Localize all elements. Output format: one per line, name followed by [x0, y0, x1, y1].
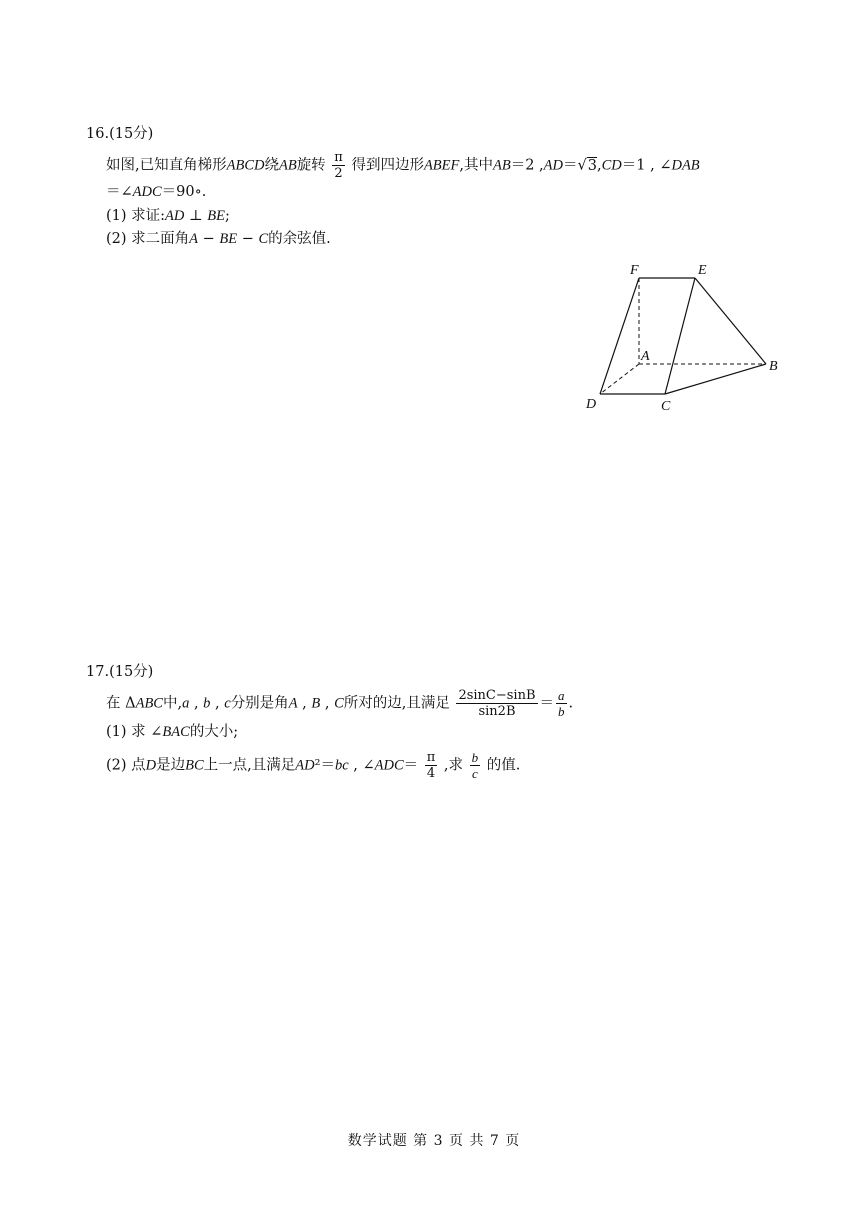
math-var: AD: [543, 157, 564, 174]
math-var: CD: [601, 157, 622, 174]
text: 分别是角: [230, 695, 289, 712]
math-var: a: [182, 695, 190, 712]
math-var: BC: [185, 757, 204, 774]
math-var: A: [288, 695, 298, 712]
text: (1) 求 ∠: [106, 724, 163, 740]
math-var: ABCD: [226, 157, 265, 174]
text: .: [568, 695, 574, 712]
text: ＝1 , ∠: [621, 157, 672, 174]
text: ;: [224, 208, 230, 224]
math-var: B: [311, 695, 321, 712]
text: , ∠: [348, 757, 375, 774]
math-var: BE: [219, 231, 238, 247]
problem-number: 17.: [86, 664, 110, 680]
edge-AD-hidden: [600, 364, 639, 394]
text: −: [237, 231, 259, 247]
math-var: BAC: [162, 724, 190, 740]
fraction-denominator: 4: [426, 766, 436, 781]
math-var: ADC: [374, 757, 404, 774]
text: (1) 求证:: [106, 208, 166, 224]
text: ²＝: [314, 757, 335, 774]
problem-16-part1: [106, 206, 230, 226]
text: 在 Δ: [106, 695, 136, 712]
fraction-denominator: c: [471, 766, 478, 781]
edge-CB: [665, 364, 766, 394]
text: (2) 求二面角: [106, 231, 190, 247]
problem-17-part2: [106, 750, 520, 781]
fraction-sin-ratio: [456, 688, 537, 719]
fraction-denominator: 2: [334, 166, 343, 181]
text: ＝: [563, 157, 578, 174]
fraction-numerator: π: [334, 150, 343, 165]
text: ,其中: [459, 157, 493, 174]
problem-17-header: [86, 662, 153, 682]
math-var: b: [203, 695, 211, 712]
problem-16-header: [86, 124, 153, 144]
text: 旋转: [296, 157, 326, 174]
text: (2) 点: [106, 757, 146, 774]
fraction-numerator: 2sinC−sinB: [458, 688, 536, 703]
math-var: AB: [278, 157, 297, 174]
label-A: A: [641, 349, 650, 364]
problem-16-part2: [106, 229, 331, 249]
fraction-numerator: a: [558, 688, 565, 703]
text: 上一点,且满足: [203, 757, 296, 774]
math-var: C: [258, 231, 269, 247]
label-F: F: [630, 263, 639, 278]
edge-FD: [600, 278, 639, 394]
text: ＝90∘.: [161, 184, 207, 200]
sqrt-symbol: √: [577, 157, 587, 174]
text: 得到四边形: [351, 157, 424, 174]
text: 的值.: [482, 757, 521, 774]
text: −: [198, 231, 220, 247]
text: 中,: [162, 695, 183, 712]
fraction-numerator: π: [426, 750, 436, 765]
math-var: ADC: [132, 184, 162, 200]
math-var: D: [145, 757, 157, 774]
text: ＝∠: [106, 184, 133, 200]
fraction-pi-over-4: [425, 750, 438, 781]
text: ,: [320, 695, 335, 712]
problem-16-statement-line2: [106, 182, 206, 202]
fraction-denominator: sin2B: [478, 704, 516, 719]
math-var: bc: [334, 757, 349, 774]
fraction-numerator: b: [471, 750, 479, 765]
text: ,: [597, 157, 602, 174]
problem-16-statement-line1: [106, 150, 700, 181]
geometry-figure: [580, 258, 790, 418]
text: ,: [189, 695, 204, 712]
text: 所对的边,且满足: [343, 695, 450, 712]
math-var: BE: [207, 208, 225, 224]
sqrt-radicand: 3: [587, 157, 597, 174]
text: ＝2 ,: [510, 157, 544, 174]
math-var: C: [334, 695, 344, 712]
fraction-pi-over-2: [332, 150, 345, 181]
edge-EB: [695, 278, 766, 364]
problem-score: (15分): [109, 126, 154, 142]
math-var: AD: [165, 208, 185, 224]
math-var: ABEF: [423, 157, 460, 174]
text: ＝: [539, 695, 555, 712]
math-var: A: [189, 231, 199, 247]
fraction-a-over-b: [556, 688, 567, 719]
edge-EC: [665, 278, 695, 394]
problem-17-statement: [106, 688, 573, 719]
label-C: C: [661, 399, 671, 414]
math-var: AD: [295, 757, 315, 774]
text: ,求: [439, 757, 463, 774]
math-var: ABC: [135, 695, 163, 712]
page-footer: 数学试题 第 3 页 共 7 页: [347, 1133, 521, 1149]
math-var: c: [224, 695, 231, 712]
problem-score: (15分): [109, 664, 154, 680]
problem-number: 16.: [86, 126, 110, 142]
text: ＝: [403, 757, 419, 774]
label-D: D: [586, 397, 597, 412]
text: 绕: [264, 157, 279, 174]
math-var: DAB: [671, 157, 700, 174]
text: 如图,已知直角梯形: [106, 157, 227, 174]
text: ⊥: [184, 208, 208, 224]
fraction-b-over-c: [470, 750, 481, 781]
text: ,: [297, 695, 312, 712]
text: 的大小;: [189, 724, 239, 740]
text: ,: [210, 695, 225, 712]
problem-17-part1: [106, 722, 238, 742]
label-E: E: [698, 263, 707, 278]
text: 是边: [156, 757, 186, 774]
label-B: B: [769, 359, 778, 374]
math-var: AB: [493, 157, 511, 174]
text: 的余弦值.: [268, 231, 331, 247]
fraction-denominator: b: [558, 704, 565, 719]
